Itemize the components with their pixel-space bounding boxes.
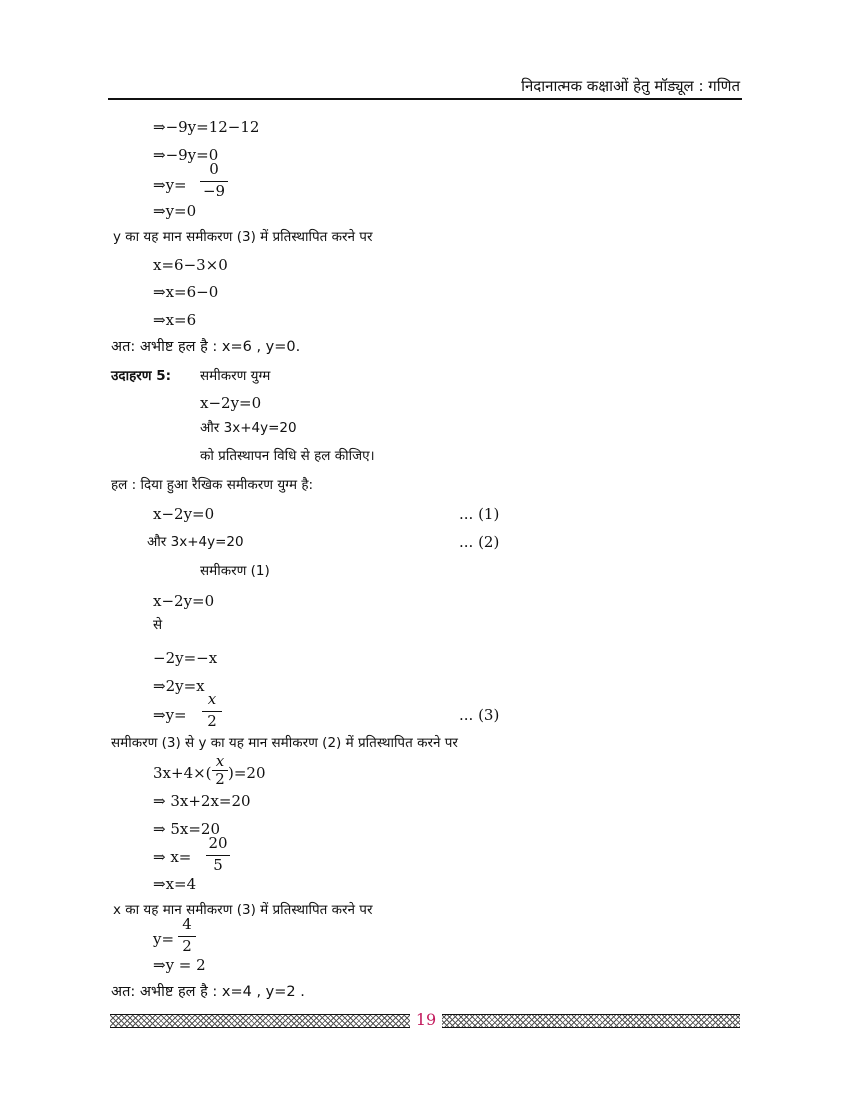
step-line: ⇒y = 2 — [153, 956, 206, 974]
text-line: से — [153, 617, 163, 633]
example-equation: x−2y=0 — [200, 394, 262, 412]
fraction — [202, 690, 222, 732]
step-line: ⇒y= — [153, 706, 187, 724]
step-line: ⇒y=0 — [153, 202, 197, 220]
step-line: x=6−3×0 — [153, 256, 228, 274]
fraction-numerator: x — [215, 752, 225, 770]
equation-1: x−2y=0 — [153, 505, 215, 523]
equation-ref-3: ... (3) — [459, 706, 500, 724]
text-line: समीकरण (1) — [200, 563, 270, 579]
step-line: ⇒ x= — [153, 848, 192, 866]
header-title: निदानात्मक कक्षाओं हेतु मॉड्यूल : गणित — [521, 77, 740, 95]
page-number: 19 — [410, 1009, 442, 1031]
step-line: ⇒2y=x — [153, 677, 205, 695]
step-line: ⇒ 3x+2x=20 — [153, 792, 251, 810]
fraction-numerator: 0 — [209, 160, 219, 178]
step-line: 3x+4×( — [153, 764, 212, 782]
step-line: ⇒x=4 — [153, 875, 197, 893]
step-line: ⇒−9y=0 — [153, 146, 219, 164]
example-instruction: को प्रतिस्थापन विधि से हल कीजिए। — [200, 448, 375, 464]
equation-ref-2: ... (2) — [459, 533, 500, 551]
answer-line: अत: अभीष्ट हल है : x=6 , y=0. — [111, 339, 301, 355]
fraction-denominator: 2 — [207, 712, 217, 730]
step-line: y= — [153, 930, 175, 948]
equation-2: और 3x+4y=20 — [147, 534, 244, 550]
step-line: ⇒−9y=12−12 — [153, 118, 260, 136]
fraction-numerator: 4 — [182, 915, 192, 933]
fraction-numerator: x — [207, 690, 217, 708]
step-line: ⇒x=6−0 — [153, 283, 219, 301]
step-line: ⇒y= — [153, 176, 187, 194]
fraction-denominator: −9 — [202, 182, 226, 200]
fraction — [206, 834, 230, 876]
fraction-denominator: 2 — [182, 937, 192, 955]
fraction-numerator: 20 — [208, 834, 228, 852]
step-line: x−2y=0 — [153, 592, 215, 610]
running-header — [108, 76, 742, 98]
text-line: x का यह मान समीकरण (3) में प्रतिस्थापित करने पर — [113, 902, 373, 918]
example-title: समीकरण युग्म — [200, 368, 271, 384]
fraction — [212, 752, 228, 788]
step-line: −2y=−x — [153, 649, 218, 667]
fraction — [178, 915, 196, 957]
step-line: )=20 — [228, 764, 266, 782]
footer-ornament-right — [442, 1014, 740, 1028]
example-label: उदाहरण 5: — [111, 368, 172, 384]
fraction-denominator: 2 — [215, 770, 225, 788]
equation-ref-1: ... (1) — [459, 505, 500, 523]
step-line: ⇒x=6 — [153, 311, 197, 329]
fraction-denominator: 5 — [213, 856, 223, 874]
answer-line: अत: अभीष्ट हल है : x=4 , y=2 . — [111, 984, 305, 1000]
footer-ornament-left — [110, 1014, 410, 1028]
fraction — [200, 160, 228, 202]
header-rule — [108, 98, 742, 100]
text-line: y का यह मान समीकरण (3) में प्रतिस्थापित करने पर — [113, 229, 373, 245]
example-equation: और 3x+4y=20 — [200, 420, 297, 436]
solution-intro: हल : दिया हुआ रैखिक समीकरण युग्म है: — [111, 477, 314, 493]
step-line: ⇒ 5x=20 — [153, 820, 220, 838]
text-line: समीकरण (3) से y का यह मान समीकरण (2) में प्रतिस्थापित करने पर — [111, 735, 458, 751]
